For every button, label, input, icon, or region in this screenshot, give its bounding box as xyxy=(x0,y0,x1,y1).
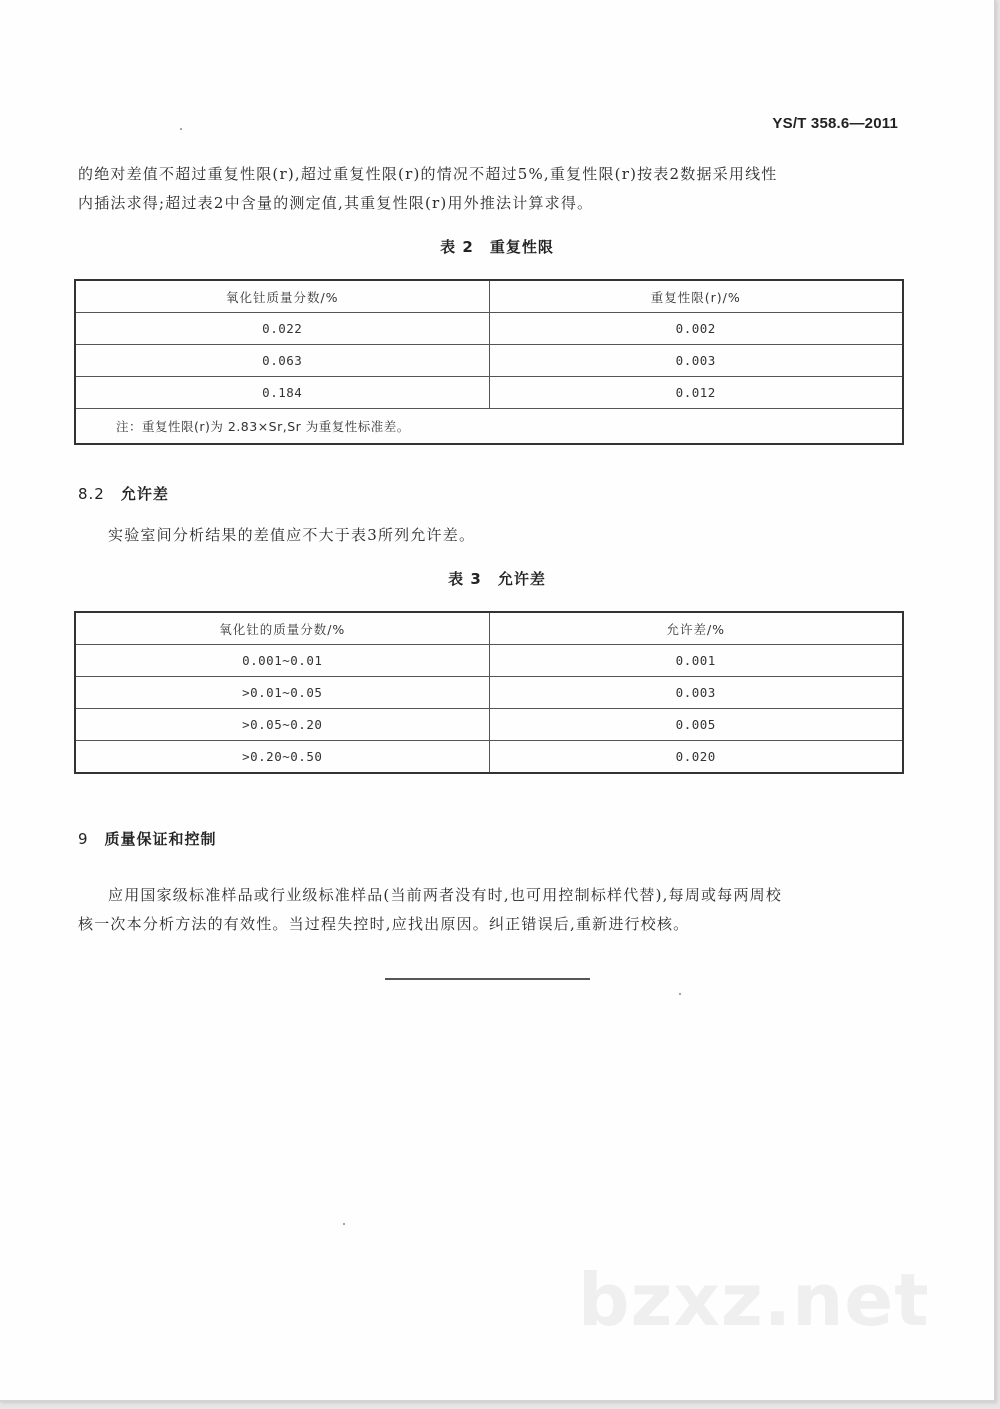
table-header-row xyxy=(75,612,903,645)
table-row xyxy=(75,645,903,677)
intro-line-2: 内插法求得;超过表2中含量的测定值,其重复性限(r)用外推法计算求得。 xyxy=(78,194,594,212)
table-row xyxy=(75,741,903,774)
section-8-2-text: 实验室间分析结果的差值应不大于表3所列允许差。 xyxy=(108,526,476,544)
table-row xyxy=(75,313,903,345)
table-header-cell: 氧化钍的质量分数/% xyxy=(75,612,489,645)
table-cell: >0.05~0.20 xyxy=(75,709,489,741)
section-8-2-heading xyxy=(78,483,169,504)
table-cell: 0.001~0.01 xyxy=(75,645,489,677)
table-cell: 0.020 xyxy=(489,741,903,774)
section-9-body xyxy=(78,881,908,939)
table-row xyxy=(75,677,903,709)
table-header-cell: 氧化钍质量分数/% xyxy=(75,280,489,313)
table-row xyxy=(75,345,903,377)
table-header-cell: 允许差/% xyxy=(489,612,903,645)
table-cell: 0.184 xyxy=(75,377,489,409)
table-cell: 0.022 xyxy=(75,313,489,345)
table-note-row xyxy=(75,409,903,445)
table-cell: 0.012 xyxy=(489,377,903,409)
table-cell: 0.005 xyxy=(489,709,903,741)
table2-caption-title: 重复性限 xyxy=(489,238,554,256)
table-cell: 0.063 xyxy=(75,345,489,377)
scan-speck xyxy=(180,128,182,130)
table3-caption-number: 表 3 xyxy=(448,570,482,588)
intro-line-1: 的绝对差值不超过重复性限(r),超过重复性限(r)的情况不超过5%,重复性限(r)按表2数据采用线性 xyxy=(78,165,778,183)
table3-allowable-difference xyxy=(74,611,904,774)
section-number: 9 xyxy=(78,830,89,848)
table-row xyxy=(75,709,903,741)
scan-speck xyxy=(343,1223,345,1225)
table2-note: 注：重复性限(r)为 2.83×Sr,Sr 为重复性标准差。 xyxy=(75,409,903,445)
table-row xyxy=(75,377,903,409)
table-cell: 0.003 xyxy=(489,677,903,709)
section-title: 允许差 xyxy=(120,485,169,503)
table2-repeatability-limit xyxy=(74,279,904,445)
section-9-line-2: 核一次本分析方法的有效性。当过程失控时,应找出原因。纠正错误后,重新进行校核。 xyxy=(78,915,690,933)
intro-paragraph xyxy=(78,160,908,218)
standard-code: YS/T 358.6—2011 xyxy=(772,115,898,132)
table-cell: 0.003 xyxy=(489,345,903,377)
table2-caption-number: 表 2 xyxy=(440,238,474,256)
scan-speck xyxy=(679,993,681,995)
table-cell: >0.20~0.50 xyxy=(75,741,489,774)
watermark: bzxz.net xyxy=(578,1258,930,1342)
table-header-row xyxy=(75,280,903,313)
table-cell: >0.01~0.05 xyxy=(75,677,489,709)
section-number: 8.2 xyxy=(78,485,105,503)
table3-caption xyxy=(0,568,994,589)
table-cell: 0.001 xyxy=(489,645,903,677)
section-9-heading xyxy=(78,828,217,849)
table-cell: 0.002 xyxy=(489,313,903,345)
table-header-cell: 重复性限(r)/% xyxy=(489,280,903,313)
section-8-2-body xyxy=(78,521,908,550)
end-of-document-rule xyxy=(385,978,590,980)
table3-caption-title: 允许差 xyxy=(497,570,546,588)
table2-caption xyxy=(0,236,994,257)
section-title: 质量保证和控制 xyxy=(104,830,217,848)
section-9-line-1: 应用国家级标准样品或行业级标准样品(当前两者没有时,也可用控制标样代替),每周或每两周校 xyxy=(108,886,783,904)
